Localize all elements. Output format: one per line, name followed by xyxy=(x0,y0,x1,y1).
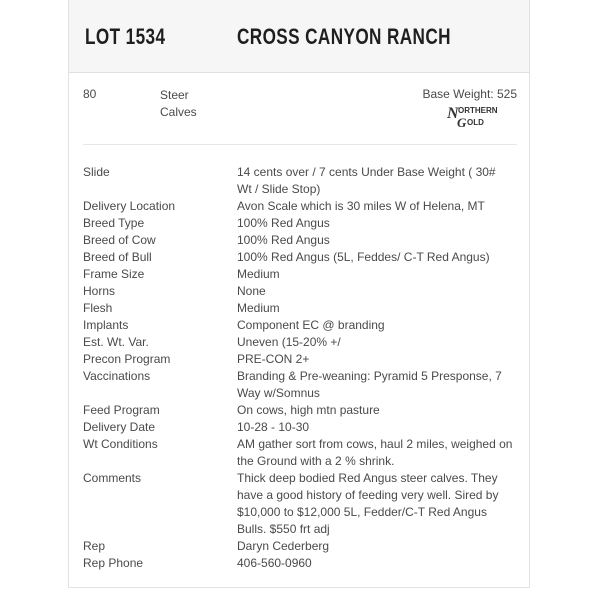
detail-row xyxy=(83,300,513,317)
logo-initial-g: G xyxy=(457,115,467,128)
detail-row xyxy=(83,283,513,300)
detail-row xyxy=(83,419,513,436)
detail-value: On cows, high mtn pasture xyxy=(237,403,380,417)
detail-value: Medium xyxy=(237,267,280,281)
detail-row xyxy=(83,351,513,368)
detail-label: Horns xyxy=(83,284,116,298)
logo-line2: OLD xyxy=(467,118,484,127)
detail-label: Feed Program xyxy=(83,403,160,417)
head-count: 80 xyxy=(83,87,97,101)
detail-row xyxy=(83,334,513,351)
detail-label: Breed Type xyxy=(83,216,145,230)
detail-value: 14 cents over / 7 cents Under Base Weight ( 30# Wt / Slide Stop) xyxy=(237,165,496,196)
detail-value: Avon Scale which is 30 miles W of Helena, MT xyxy=(237,199,485,213)
logo-initial-n: N xyxy=(447,105,459,122)
detail-label: Slide xyxy=(83,165,110,179)
detail-row xyxy=(83,232,513,249)
detail-label: Implants xyxy=(83,318,129,332)
lot-header xyxy=(69,0,529,73)
detail-row xyxy=(83,317,513,334)
detail-row xyxy=(83,538,513,555)
detail-value: 100% Red Angus xyxy=(237,216,330,230)
lot-number: LOT 1534 xyxy=(85,24,166,49)
detail-value: Medium xyxy=(237,301,280,315)
detail-label: Breed of Cow xyxy=(83,233,156,247)
detail-row xyxy=(83,555,513,572)
lot-card xyxy=(68,0,530,588)
detail-value: None xyxy=(237,284,266,298)
detail-label: Precon Program xyxy=(83,352,171,366)
detail-label: Rep Phone xyxy=(83,556,144,570)
detail-row xyxy=(83,436,513,470)
detail-label: Delivery Location xyxy=(83,199,176,213)
cattle-type-line1: Steer xyxy=(160,88,189,102)
lot-summary xyxy=(69,72,529,144)
detail-row xyxy=(83,198,513,215)
detail-label: Vaccinations xyxy=(83,369,151,383)
detail-value: 100% Red Angus (5L, Feddes/ C-T Red Angus) xyxy=(237,250,490,264)
logo-line1: ORTHERN xyxy=(458,106,498,115)
detail-label: Breed of Bull xyxy=(83,250,152,264)
detail-row xyxy=(83,402,513,419)
detail-row xyxy=(83,266,513,283)
detail-row xyxy=(83,164,513,198)
detail-value: Thick deep bodied Red Angus steer calves. They have a good history of feeding very well. Sired by $10,000 to $12,000 5L, Fedder/C-T Red Angus Bulls. $550 frt adj xyxy=(237,471,499,536)
detail-row xyxy=(83,470,513,538)
detail-row xyxy=(83,249,513,266)
detail-label: Delivery Date xyxy=(83,420,156,434)
detail-row xyxy=(83,215,513,232)
section-divider xyxy=(83,144,517,145)
detail-label: Flesh xyxy=(83,301,113,315)
detail-value: 406-560-0960 xyxy=(237,556,312,570)
detail-label: Est. Wt. Var. xyxy=(83,335,149,349)
detail-value: Branding & Pre-weaning: Pyramid 5 Presponse, 7 Way w/Somnus xyxy=(237,369,502,400)
detail-label: Wt Conditions xyxy=(83,437,158,451)
detail-value: AM gather sort from cows, haul 2 miles, weighed on the Ground with a 2 % shrink. xyxy=(237,437,513,468)
detail-value: 10-28 - 10-30 xyxy=(237,420,310,434)
northern-gold-logo xyxy=(447,104,517,128)
detail-value: 100% Red Angus xyxy=(237,233,330,247)
ranch-name: CROSS CANYON RANCH xyxy=(237,24,451,49)
detail-label: Frame Size xyxy=(83,267,145,281)
detail-row xyxy=(83,368,513,402)
detail-label: Comments xyxy=(83,471,142,485)
cattle-type xyxy=(160,87,220,121)
detail-value: Uneven (15-20% +/ xyxy=(237,335,341,349)
base-weight: Base Weight: 525 xyxy=(422,87,517,101)
cattle-type-line2: Calves xyxy=(160,105,197,119)
detail-value: Component EC @ branding xyxy=(237,318,385,332)
lot-details xyxy=(83,164,513,572)
detail-value: Daryn Cederberg xyxy=(237,539,330,553)
detail-value: PRE-CON 2+ xyxy=(237,352,310,366)
detail-label: Rep xyxy=(83,539,106,553)
